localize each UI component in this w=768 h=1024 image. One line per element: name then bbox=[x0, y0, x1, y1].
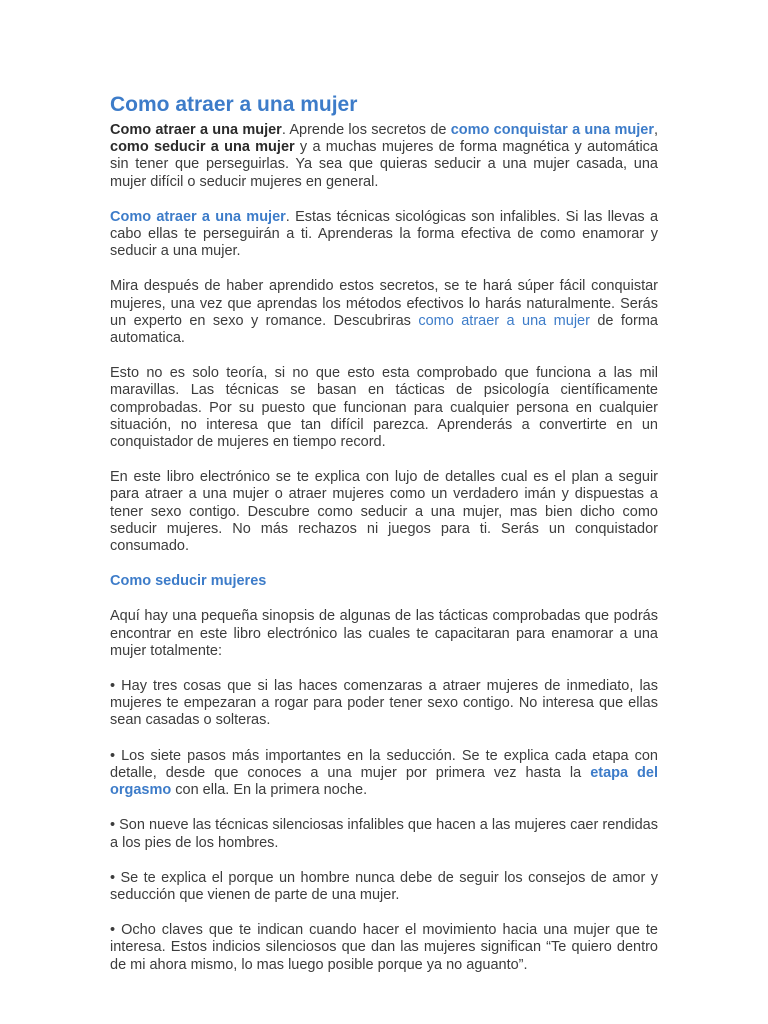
link-como-atraer[interactable]: Como atraer a una mujer bbox=[110, 208, 286, 225]
link-etapa-orgasmo[interactable]: etapa del orgasmo bbox=[110, 764, 658, 799]
bullet-item: • Son nueve las técnicas silenciosas infalibles que hacen a las mujeres caer rendidas a los pies de los hombres. bbox=[110, 817, 658, 851]
bold-phrase: como seducir a una mujer bbox=[110, 139, 295, 156]
bold-phrase: Como atraer a una mujer bbox=[110, 122, 282, 138]
text-span: . Aprende los secretos de bbox=[281, 122, 451, 138]
text-span: Mira después de haber aprendido estos secretos, se te hará súper fácil conquistar mujeres, una vez que aprendas los métodos efectivos lo harás naturalmente. Serás un experto en sexo y romance. Descubriras bbox=[110, 278, 658, 329]
text-span: , bbox=[653, 122, 658, 138]
link-como-conquistar[interactable]: como conquistar a una mujer bbox=[450, 122, 654, 138]
paragraph-6: Aquí hay una pequeña sinopsis de algunas de las tácticas comprobadas que podrás encontrar en este libro electrónico las cuales te capacitaran para enamorar a una mujer totalmente: bbox=[110, 608, 658, 659]
text-span: con ella. En la primera noche. bbox=[171, 782, 368, 799]
section-heading: Como seducir mujeres bbox=[110, 573, 267, 590]
link-como-atraer-2[interactable]: como atraer a una mujer bbox=[418, 312, 590, 329]
paragraph-5: En este libro electrónico se te explica con lujo de detalles cual es el plan a seguir para atraer a una mujer o atraer mujeres como un verdadero imán y dispuestas a tener sexo contigo. Descubre como seducir a una mujer, mas bien dicho como seducir mujeres. No más rechazos ni juegos para ti. Serás un conquistador consumado. bbox=[110, 469, 658, 555]
bullet-item: • Ocho claves que te indican cuando hacer el movimiento hacia una mujer que te interesa. Estos indicios silenciosos que dan las mujeres significan “Te quiero dentro de mi ahora mismo, lo mas luego posible porque ya no aguanto”. bbox=[110, 922, 658, 973]
page-title: Como atraer a una mujer bbox=[110, 93, 358, 116]
text-span: de forma automatica. bbox=[110, 312, 658, 347]
text-span: y a muchas mujeres de forma magnética y automática sin tener que perseguirlas. Ya sea que quieras seducir a una mujer casada, una mujer difícil o seducir mujeres en general. bbox=[110, 139, 658, 190]
bullet-item: • Se te explica el porque un hombre nunca debe de seguir los consejos de amor y seducción que vienen de parte de una mujer. bbox=[110, 869, 658, 903]
bullet-item: • Hay tres cosas que si las haces comenzaras a atraer mujeres de inmediato, las mujeres te empezaran a rogar para poder tener sexo contigo. No interesa que ellas sean casadas o solteras. bbox=[110, 678, 658, 729]
paragraph-4: Esto no es solo teoría, si no que esto esta comprobado que funciona a las mil maravillas. Las técnicas se basan en tácticas de psicología científicamente comprobadas. Por su puesto que funcionan para cualquier persona en cualquier situación, no interesa que tan difícil parezca. Aprenderás a convertirte en un conquistador de mujeres en tiempo record. bbox=[110, 365, 658, 451]
document-page bbox=[110, 92, 658, 992]
bullet-item bbox=[110, 748, 658, 800]
paragraph-3 bbox=[110, 278, 658, 347]
intro-paragraph bbox=[110, 122, 658, 191]
text-span: • Los siete pasos más importantes en la seducción. Se te explica cada etapa con detalle, desde que conoces a una mujer por primera vez hasta la bbox=[110, 747, 658, 781]
paragraph-2 bbox=[110, 209, 658, 261]
text-span: . Estas técnicas sicológicas son infalibles. Si las llevas a cabo ellas te perseguirán a ti. Aprenderas la forma efectiva de como enamorar y seducir a una mujer. bbox=[110, 208, 659, 260]
